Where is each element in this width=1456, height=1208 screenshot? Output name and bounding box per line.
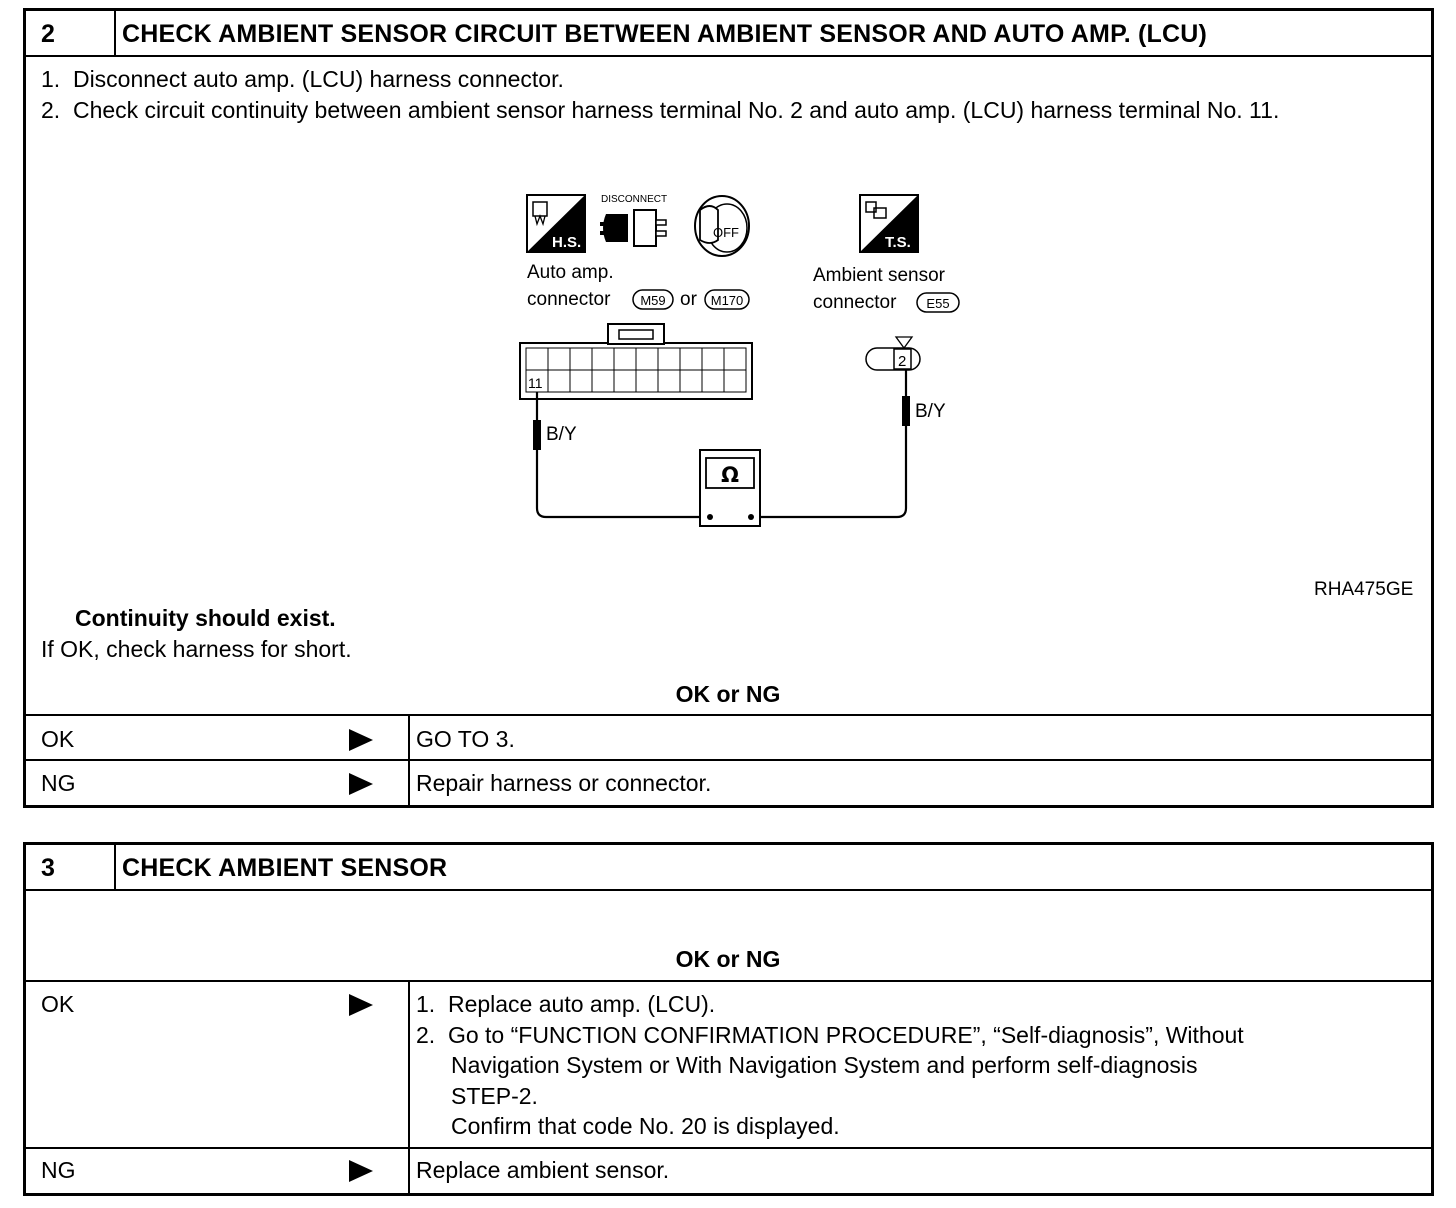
step-2-ok-action: GO TO 3. xyxy=(416,726,515,752)
ambient-connector-label: connector xyxy=(813,292,897,313)
step-3-ok-ng-heading: OK or NG xyxy=(675,946,781,972)
arrow-right-icon xyxy=(349,773,373,795)
step-2-results-divider xyxy=(25,714,1432,716)
step-2-ok-ng-heading: OK or NG xyxy=(675,681,781,707)
wire-right-color: B/Y xyxy=(915,401,946,422)
step-3-ok-line-5: Confirm that code No. 20 is displayed. xyxy=(451,1113,840,1139)
step-3-box xyxy=(23,842,1434,1196)
ts-icon-label: T.S. xyxy=(885,234,911,251)
tester-icon xyxy=(860,195,918,252)
step-2-ng-label: NG xyxy=(41,770,76,796)
ambient-sensor-label: Ambient sensor xyxy=(813,265,946,286)
step-2-number: 2 xyxy=(41,20,56,48)
step-3-ok-line-4: STEP-2. xyxy=(451,1083,538,1109)
step-3-title: CHECK AMBIENT SENSOR xyxy=(122,854,448,882)
step-2-row-divider xyxy=(25,759,1432,761)
step-2-instruction-1: 1. Disconnect auto amp. (LCU) harness connector. xyxy=(41,66,564,92)
figure-id: RHA475GE xyxy=(1314,579,1414,600)
step-2-title: CHECK AMBIENT SENSOR CIRCUIT BETWEEN AMBIENT SENSOR AND AUTO AMP. (LCU) xyxy=(122,20,1208,48)
ohm-symbol: Ω xyxy=(721,463,739,487)
terminal-11-label: 11 xyxy=(528,375,543,391)
or-text: or xyxy=(680,289,697,310)
terminal-2-label: 2 xyxy=(898,353,907,370)
circuit-diagram xyxy=(500,180,990,540)
step-2-ng-action: Repair harness or connector. xyxy=(416,770,712,796)
step-3-number: 3 xyxy=(41,854,56,882)
hand-screw-icon xyxy=(527,195,585,252)
ambient-sensor-connector xyxy=(866,337,920,370)
step-2-header-divider xyxy=(25,55,1432,57)
step-3-number-divider xyxy=(114,844,116,889)
step-3-column-divider xyxy=(408,980,410,1194)
step-3-ok-line-3: Navigation System or With Navigation System and perform self-diagnosis xyxy=(451,1052,1198,1078)
step-3-ok-label: OK xyxy=(41,991,75,1017)
step-3-row-divider xyxy=(25,1147,1432,1149)
ohmmeter-icon xyxy=(700,450,760,526)
off-label: OFF xyxy=(713,225,739,240)
arrow-right-icon xyxy=(349,994,373,1016)
step-3-header-divider xyxy=(25,889,1432,891)
step-3-ng-label: NG xyxy=(41,1157,76,1183)
arrow-right-icon xyxy=(349,1160,373,1182)
step-2-number-divider xyxy=(114,10,116,55)
step-3-ok-line-2: 2. Go to “FUNCTION CONFIRMATION PROCEDURE”, “Self-diagnosis”, Without xyxy=(416,1022,1244,1048)
step-2-ok-label: OK xyxy=(41,726,75,752)
arrow-right-icon xyxy=(349,729,373,751)
ignition-off-icon xyxy=(695,196,749,256)
auto-amp-connector-label: connector xyxy=(527,289,611,310)
continuity-note: If OK, check harness for short. xyxy=(41,636,352,662)
disconnect-icon-label: DISCONNECT xyxy=(601,194,668,205)
continuity-spec: Continuity should exist. xyxy=(75,605,336,631)
connector-m170: M170 xyxy=(710,293,744,308)
step-3-ng-action: Replace ambient sensor. xyxy=(416,1157,670,1183)
step-2-instruction-2: 2. Check circuit continuity between ambient sensor harness terminal No. 2 and auto amp. (LCU) harness terminal No. 11. xyxy=(41,97,1280,123)
step-3-ok-line-1: 1. Replace auto amp. (LCU). xyxy=(416,991,716,1017)
hs-icon-label: H.S. xyxy=(552,234,582,251)
disconnect-icon xyxy=(600,194,667,246)
step-2-column-divider xyxy=(408,714,410,806)
auto-amp-connector xyxy=(520,324,752,399)
auto-amp-label: Auto amp. xyxy=(527,262,614,283)
step-3-results-divider xyxy=(25,980,1432,982)
wire-left-color: B/Y xyxy=(546,424,577,445)
connector-e55: E55 xyxy=(926,296,950,311)
connector-m59: M59 xyxy=(640,293,666,308)
